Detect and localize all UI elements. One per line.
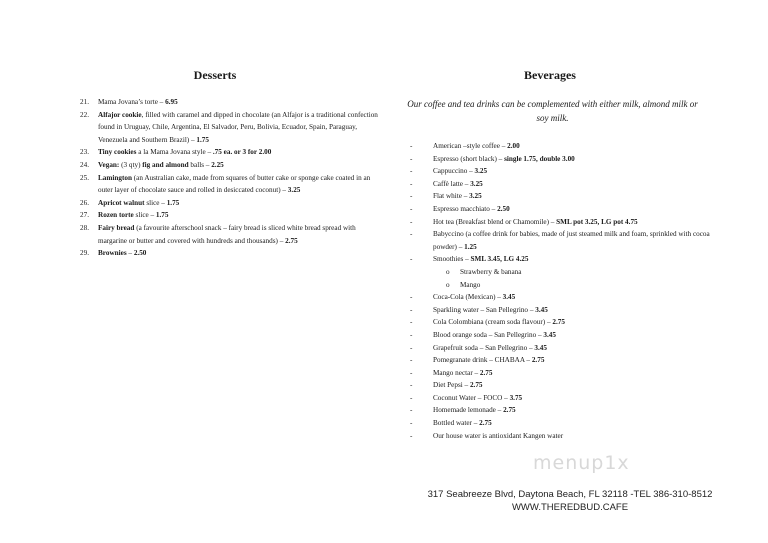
beverage-name: Mango nectar – [433,368,479,377]
bullet-dash: - [410,368,413,377]
beverage-name: Espresso (short black) – [433,154,503,163]
beverage-body [433,291,710,304]
dessert-description: (3 qty) [119,160,143,169]
dessert-description: (an Australian cake, made from squares of butter cake or sponge cake coated in an outer layer of chocolate sauce and rolled in desiccated coconut) – [98,173,371,195]
bullet-dash: - [410,230,413,239]
dessert-item [80,222,380,247]
beverage-name: Sparkling water – San Pellegrino – [433,305,534,314]
circle-bullet: o [446,267,450,276]
bullet-dash: - [410,330,413,339]
beverage-item [410,203,710,216]
bullet-dash: - [410,381,413,390]
beverage-price: 3.45 [541,330,556,339]
beverages-heading: Beverages [524,68,576,82]
beverage-price: 2.75 [478,368,493,377]
dessert-body [98,159,380,172]
beverage-price: 2.75 [468,381,483,390]
dessert-number: 27. [80,211,89,220]
bullet-dash: - [410,167,413,176]
beverage-item [410,379,710,392]
desserts-heading: Desserts [193,68,237,82]
watermark-logo: menup1x [533,452,630,474]
dessert-body [98,109,380,147]
beverage-name: Pomegranate drink – CHABAA – [433,356,531,365]
beverage-item [410,228,710,253]
beverage-price: 2.75 [550,318,565,327]
beverage-item [410,153,710,166]
bullet-dash: - [410,293,413,302]
dessert-item [80,159,380,172]
beverage-item [410,291,710,304]
smoothie-flavor-item [410,266,710,279]
dessert-name-secondary: fig and almond [142,160,189,169]
bullet-dash: - [410,406,413,415]
dessert-description-secondary: balls – [188,160,210,169]
beverage-name: Blood orange soda – San Pellegrino – [433,330,542,339]
beverage-item [410,140,710,153]
dessert-body [98,209,380,222]
beverage-price: 3.25 [468,179,483,188]
dessert-price: 1.75 [164,198,180,207]
beverage-body [433,379,710,392]
beverage-price: single 1.75, double 3.00 [502,154,575,163]
beverage-item [410,316,710,329]
footer [390,488,750,514]
beverage-price: 2.00 [505,142,520,150]
bullet-dash: - [410,192,413,201]
beverage-price: SML 3.45, LG 4.25 [468,255,529,264]
beverage-body [433,228,710,253]
beverage-name: Grapefruit soda – San Pellegrino – [433,343,533,352]
beverage-item [410,342,710,355]
beverage-name: Espresso macchiato – [433,204,496,213]
beverage-body [433,316,710,329]
dessert-number: 25. [80,173,89,182]
beverage-item [410,253,710,266]
dessert-price: 2.25 [209,160,224,169]
beverage-price: 3.45 [500,293,516,302]
bullet-dash: - [410,419,413,428]
beverage-body [433,178,710,191]
beverage-body [433,404,710,417]
beverage-body [433,153,710,166]
beverage-name: Homemade lemonade – [433,406,502,415]
beverage-body [433,203,710,216]
dessert-body [98,247,380,260]
bullet-dash: - [410,142,413,150]
smoothie-flavor-item [410,279,710,292]
beverage-body [433,140,710,153]
beverage-item [410,190,710,203]
dessert-price: 1.75 [194,135,209,144]
dessert-price: .75 ea. or 3 for 2.00 [211,148,272,157]
bullet-dash: - [410,179,413,188]
dessert-description: , filled with caramel and dipped in chocolate (an Alfajor is a traditional confection found in Uruguay, Chile, Argentina, El Salvador, Peru, Bolivia, Ecuador, Spain, Paraguay, Venezuela and Southern Brazil) – [98,110,378,144]
bullet-dash: - [410,204,413,213]
dessert-price: 3.25 [286,186,301,195]
beverage-name: Caffè latte – [433,179,469,188]
dessert-name: Apricot walnut [98,198,145,207]
footer-address: 317 Seabreeze Blvd, Daytona Beach, FL 32118 -TEL 386-310-8512 [427,489,713,500]
beverage-item [410,354,710,367]
bullet-dash: - [410,217,413,226]
dessert-description: slice – [133,211,155,220]
beverage-body [433,216,710,229]
beverage-item [410,430,710,443]
beverage-body [433,342,710,355]
dessert-price: 6.95 [163,98,178,106]
dessert-number: 29. [80,249,89,258]
beverage-body [433,430,710,443]
dessert-number: 26. [80,198,89,207]
circle-bullet: o [446,280,450,289]
beverage-item [410,304,710,317]
beverage-price: 1.25 [462,242,477,251]
beverage-body [433,329,710,342]
dessert-item [80,209,380,222]
beverage-name: Coca-Cola (Mexican) – [433,293,501,302]
beverage-price: SML pot 3.25, LG pot 4.75 [554,217,638,226]
desserts-list [80,96,380,260]
dessert-item [80,172,380,197]
smoothie-flavor-label: Mango [460,280,481,289]
beverage-item [410,165,710,178]
dessert-price: 2.50 [132,249,147,258]
dessert-name: Lamington [98,173,132,182]
bullet-dash: - [410,431,413,440]
beverage-name: Flat white – [433,192,468,201]
beverage-name: Coconut Water – FOCO – [433,393,508,402]
dessert-description: – [126,249,133,258]
dessert-item [80,96,380,109]
beverage-price: 3.45 [533,305,548,314]
beverage-item [410,329,710,342]
dessert-body [98,96,380,109]
bullet-dash: - [410,255,413,264]
dessert-item [80,247,380,260]
beverage-name: Our house water is antioxidant Kangen water [433,431,564,440]
dessert-number: 21. [80,98,89,106]
beverage-price: 3.75 [507,393,523,402]
beverage-body [433,190,710,203]
beverage-item [410,178,710,191]
dessert-item [80,197,380,210]
dessert-price: 2.75 [283,236,298,245]
bullet-dash: - [410,356,413,365]
beverage-price: 2.50 [495,204,510,213]
dessert-body [98,197,380,210]
beverage-body [433,392,710,405]
beverage-item [410,392,710,405]
beverage-name: Cola Colombiana (cream soda flavour) – [433,318,551,327]
beverage-name: Diet Pepsi – [433,381,469,390]
dessert-description: slice – [144,198,165,207]
beverages-list [410,140,710,442]
dessert-name: Brownies [98,249,127,258]
dessert-item [80,109,380,147]
dessert-body [98,222,380,247]
beverage-price: 3.25 [472,167,488,176]
dessert-name: Alfajor cookie [98,110,142,119]
beverage-price: 3.45 [532,343,547,352]
dessert-price: 1.75 [154,211,169,220]
beverage-price: 2.75 [501,406,516,415]
dessert-body [98,146,380,159]
bullet-dash: - [410,343,413,352]
beverage-item [410,417,710,430]
dessert-body [98,172,380,197]
dessert-number: 23. [80,148,89,157]
beverage-price: 2.75 [530,356,545,365]
dessert-description: a la Mama Jovana style – [136,148,212,157]
beverage-body [433,367,710,380]
bullet-dash: - [410,318,413,327]
beverage-item [410,404,710,417]
dessert-description: (a favourite afterschool snack – fairy bread is sliced white bread spread with margarine or butter and covered with hundreds and thousands) – [98,223,356,245]
bullet-dash: - [410,305,413,314]
dessert-description: Mama Jovana’s torte – [98,98,164,106]
beverage-item [410,367,710,380]
beverage-name: Bottled water – [433,419,478,428]
beverage-name: Smoothies – [433,255,469,264]
footer-website: WWW.THEREDBUD.CAFE [511,502,629,513]
beverage-name: American –style coffee – [433,142,506,150]
dessert-number: 24. [80,160,89,169]
beverage-price: 2.75 [477,419,492,428]
beverage-body [433,304,710,317]
beverage-body [433,165,710,178]
beverage-name: Babyccino (a coffee drink for babies, made of just steamed milk and foam, sprinkled with cocoa powder) – [433,230,710,251]
beverages-intro: Our coffee and tea drinks can be complemented with either milk, almond milk or soy milk. [407,99,698,123]
smoothie-flavor-label: Strawberry & banana [460,267,522,276]
dessert-number: 28. [80,223,89,232]
beverage-body [433,354,710,367]
beverage-body [433,417,710,430]
dessert-name: Vegan: [98,160,120,169]
dessert-name: Rozen torte [98,211,134,220]
beverage-price: 3.25 [467,192,482,201]
bullet-dash: - [410,393,413,402]
dessert-name: Fairy bread [98,223,135,232]
dessert-number: 22. [80,110,89,119]
beverage-body [433,253,710,266]
beverage-name: Cappuccino – [433,167,473,176]
dessert-name: Tiny cookies [98,148,137,157]
bullet-dash: - [410,154,413,163]
dessert-item [80,146,380,159]
beverage-name: Hot tea (Breakfast blend or Chamomile) – [433,217,555,226]
beverage-item [410,216,710,229]
